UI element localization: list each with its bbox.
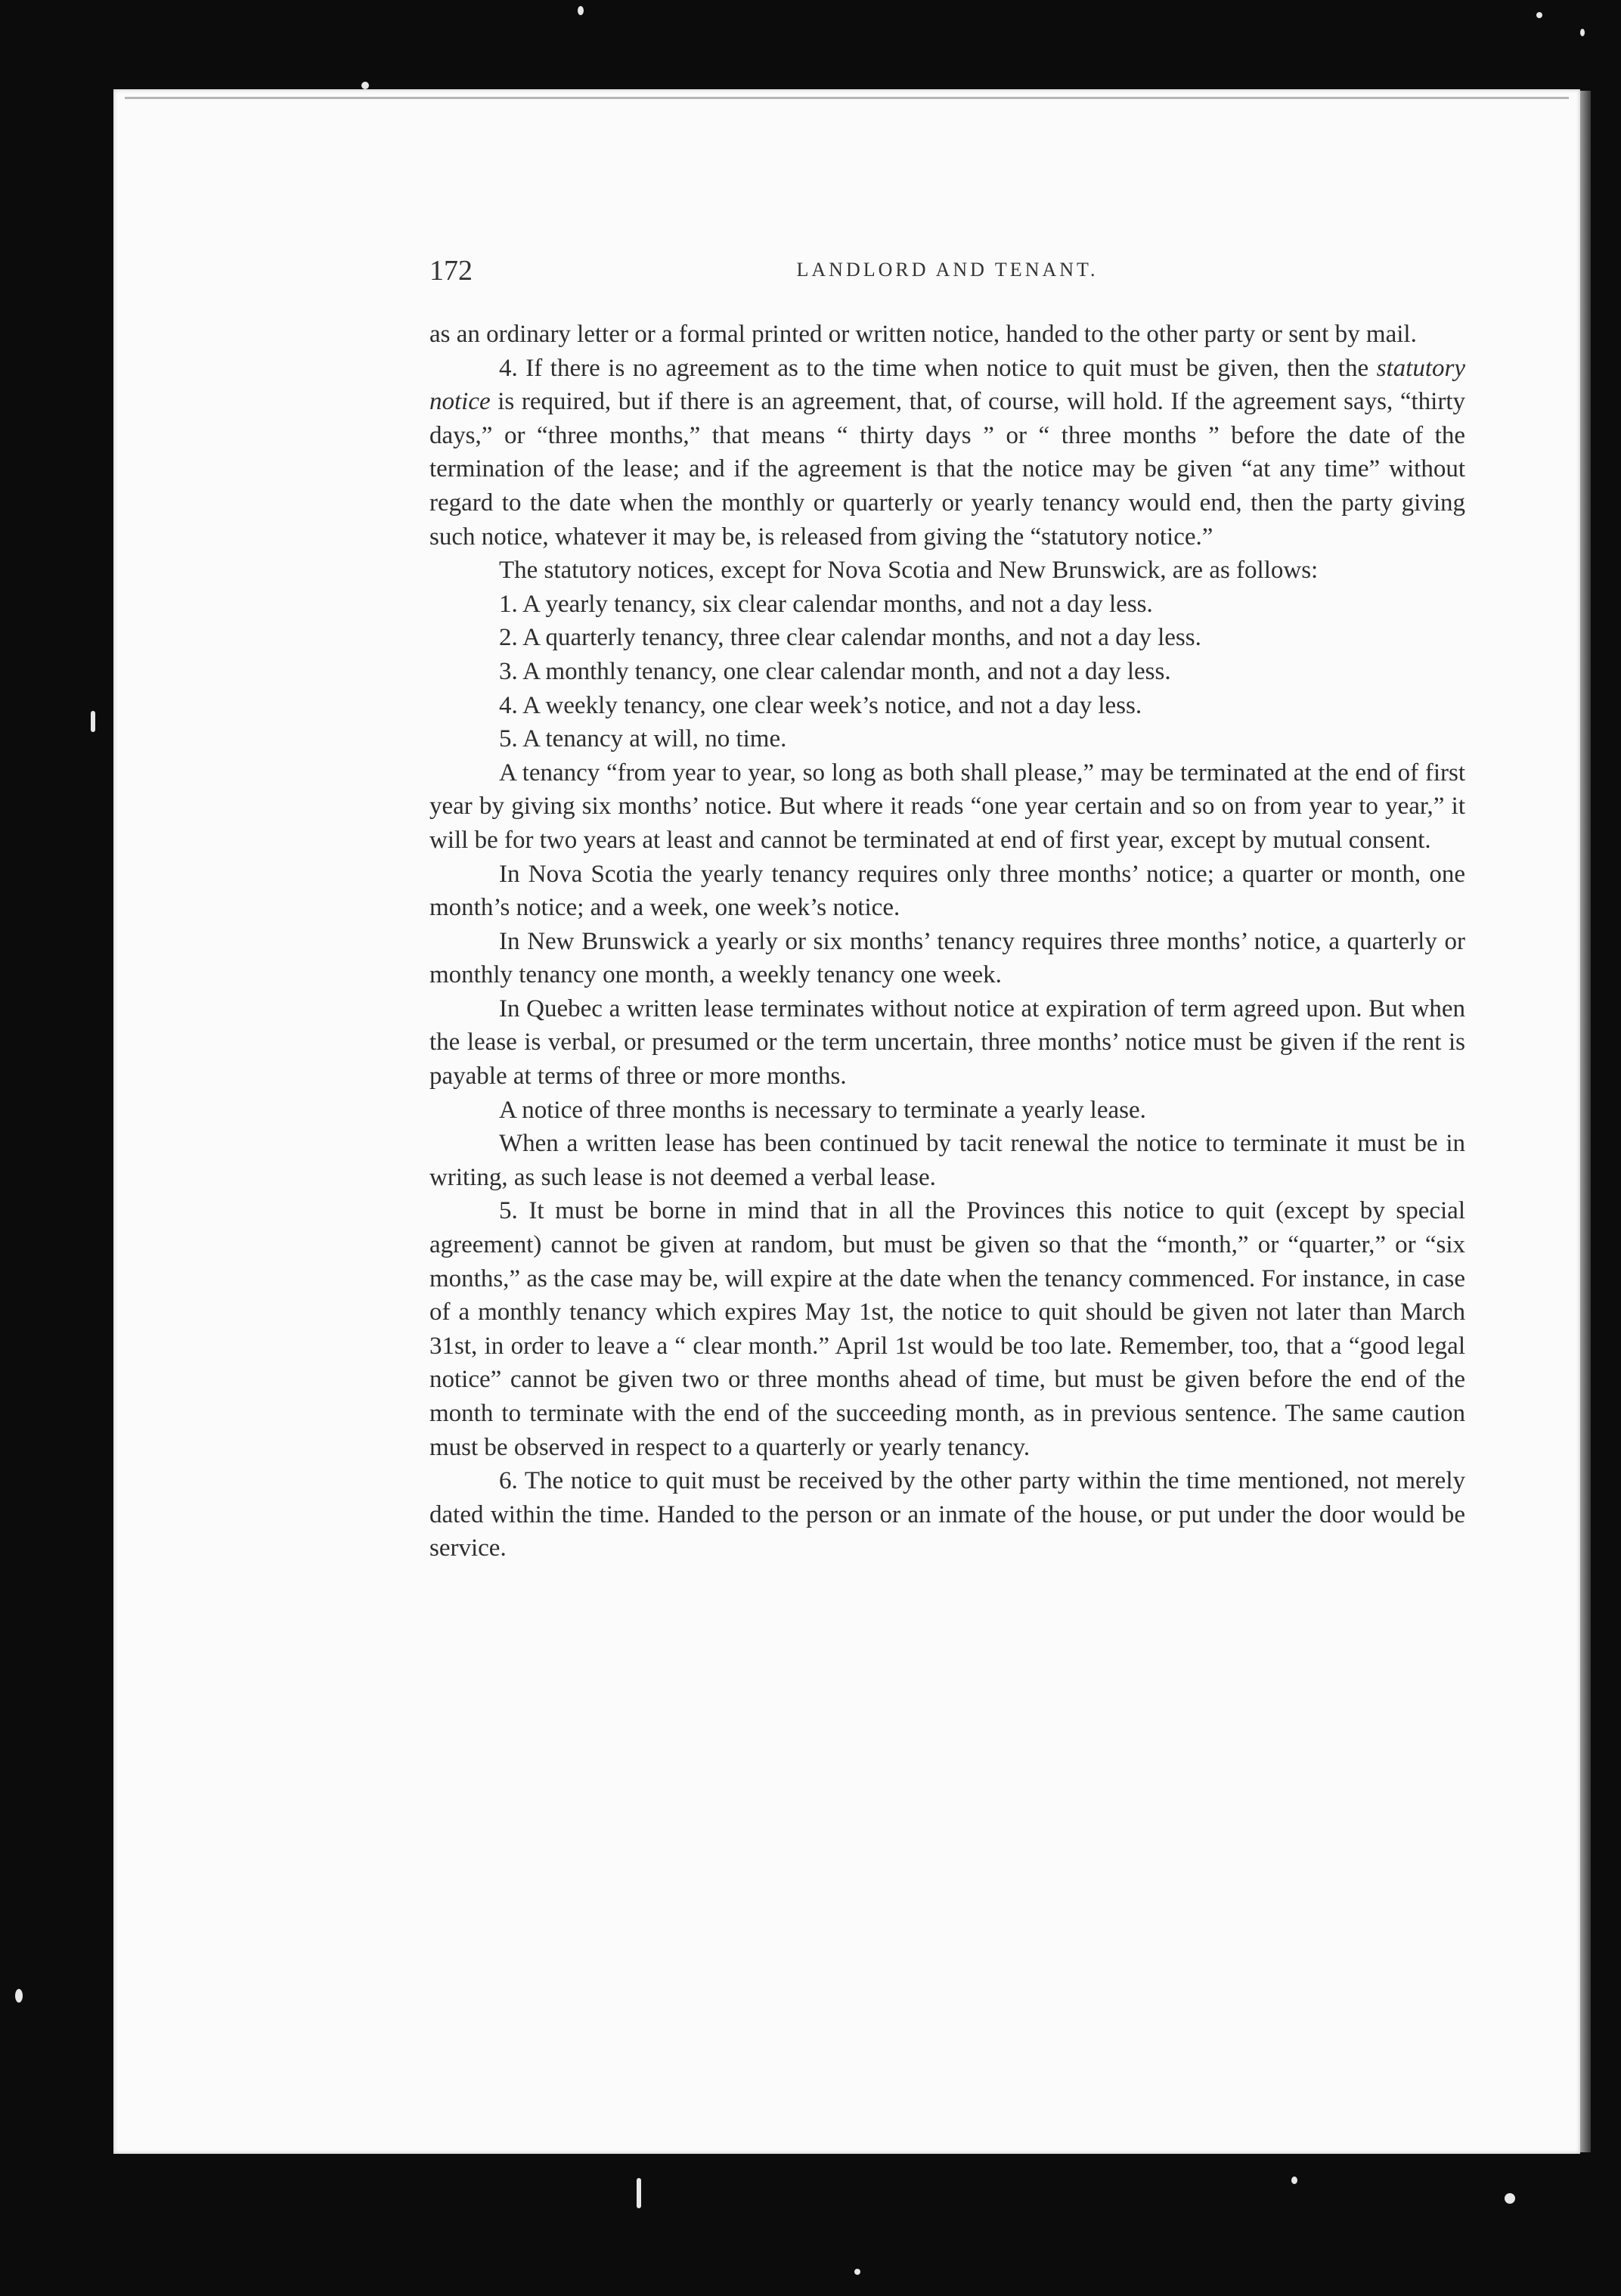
page-top-edge [125, 97, 1569, 99]
scan-speck [1580, 29, 1585, 36]
paragraph: In New Brunswick a yearly or six months’ tenancy requires three months’ notice, a quarterly or monthly tenancy one month, a weekly tenancy one week. [429, 927, 1465, 989]
emphasis-text: statutory notice [429, 354, 1465, 416]
paragraph: In Nova Scotia the yearly tenancy requires only three months’ notice; a quarter or month, one month’s notice; and a week, one week’s notice. [429, 860, 1465, 922]
paragraph: as an ordinary letter or a formal printed or written notice, handed to the other party or sent by mail. [429, 321, 1417, 348]
page-header [429, 254, 1465, 290]
list-item: 2. A quarterly tenancy, three clear calendar months, and not a day less. [499, 624, 1201, 652]
list-item: 4. A weekly tenancy, one clear week’s notice, and not a day less. [499, 691, 1142, 719]
scan-speck [1291, 2177, 1297, 2184]
body-text [429, 318, 1465, 1565]
paragraph: The statutory notices, except for Nova Scotia and New Brunswick, are as follows: [499, 557, 1319, 585]
scan-speck [1536, 12, 1542, 18]
paragraph: When a written lease has been continued by tacit renewal the notice to terminate it must be in writing, as such lease is not deemed a verbal lease. [429, 1130, 1465, 1191]
paragraph: A notice of three months is necessary to terminate a yearly lease. [499, 1096, 1146, 1124]
list-item: 3. A monthly tenancy, one clear calendar month, and not a day less. [499, 657, 1171, 685]
paragraph: 6. The notice to quit must be received by the other party within the time mentioned, not merely dated within the time. Handed to the person or an inmate of the house, or put under the door would be service. [429, 1467, 1465, 1562]
scan-speck [15, 1989, 23, 2003]
paragraph: A tenancy “from year to year, so long as both shall please,” may be terminated at the end of first year by giving six months’ notice. But where it reads “one year certain and so on from year to year,” it will be for two years at least and cannot be terminated at end of first year, except by mutual consent. [429, 759, 1465, 854]
page-right-edge [1580, 91, 1591, 2152]
scan-speck [91, 711, 95, 732]
scan-speck [1505, 2193, 1515, 2204]
page-number: 172 [429, 255, 473, 287]
scan-speck [578, 6, 584, 15]
paragraph: 5. It must be borne in mind that in all the Provinces this notice to quit (except by special agreement) cannot be given at random, but must be given so that the “month,” or “quarter,” or “six months,” as the case may be, will expire at the date when the tenancy commenced. For instance, in case of a monthly tenancy which expires May 1st, the notice to quit should be given not later than March 31st, in order to leave a “ clear month.” April 1st would be too late. Remember, too, that a “good legal notice” cannot be given two or three months ahead of time, but must be given before the end of the month to terminate with the end of the succeeding month, as in previous sentence. The same caution must be observed in respect to a quarterly or yearly tenancy. [429, 1197, 1465, 1461]
scan-speck [637, 2178, 641, 2208]
list-item: 5. A tenancy at will, no time. [499, 725, 787, 753]
paragraph: In Quebec a written lease terminates without notice at expiration of term agreed upon. But when the lease is verbal, or presumed or the term uncertain, three months’ notice must be given if the rent is payable at terms of three or more months. [429, 994, 1465, 1091]
list-item: 1. A yearly tenancy, six clear calendar months, and not a day less. [499, 590, 1153, 618]
paragraph: 4. If there is no agreement as to the time when notice to quit must be given, then the statutory notice is required, but if there is an agreement, that, of course, will hold. If the agreement says, “thirty days,” or “three months,” that means “ thirty days ” or “ three months ” before the date of the termination of the lease; and if the agreement is that the notice may be given “at any time” without regard to the date when the monthly or quarterly or yearly tenancy would end, then the party giving such notice, whatever it may be, is released from giving the “statutory notice.” [429, 354, 1465, 551]
running-head: LANDLORD AND TENANT. [796, 259, 1099, 281]
scan-speck [854, 2269, 860, 2275]
scan-speck [361, 82, 369, 89]
